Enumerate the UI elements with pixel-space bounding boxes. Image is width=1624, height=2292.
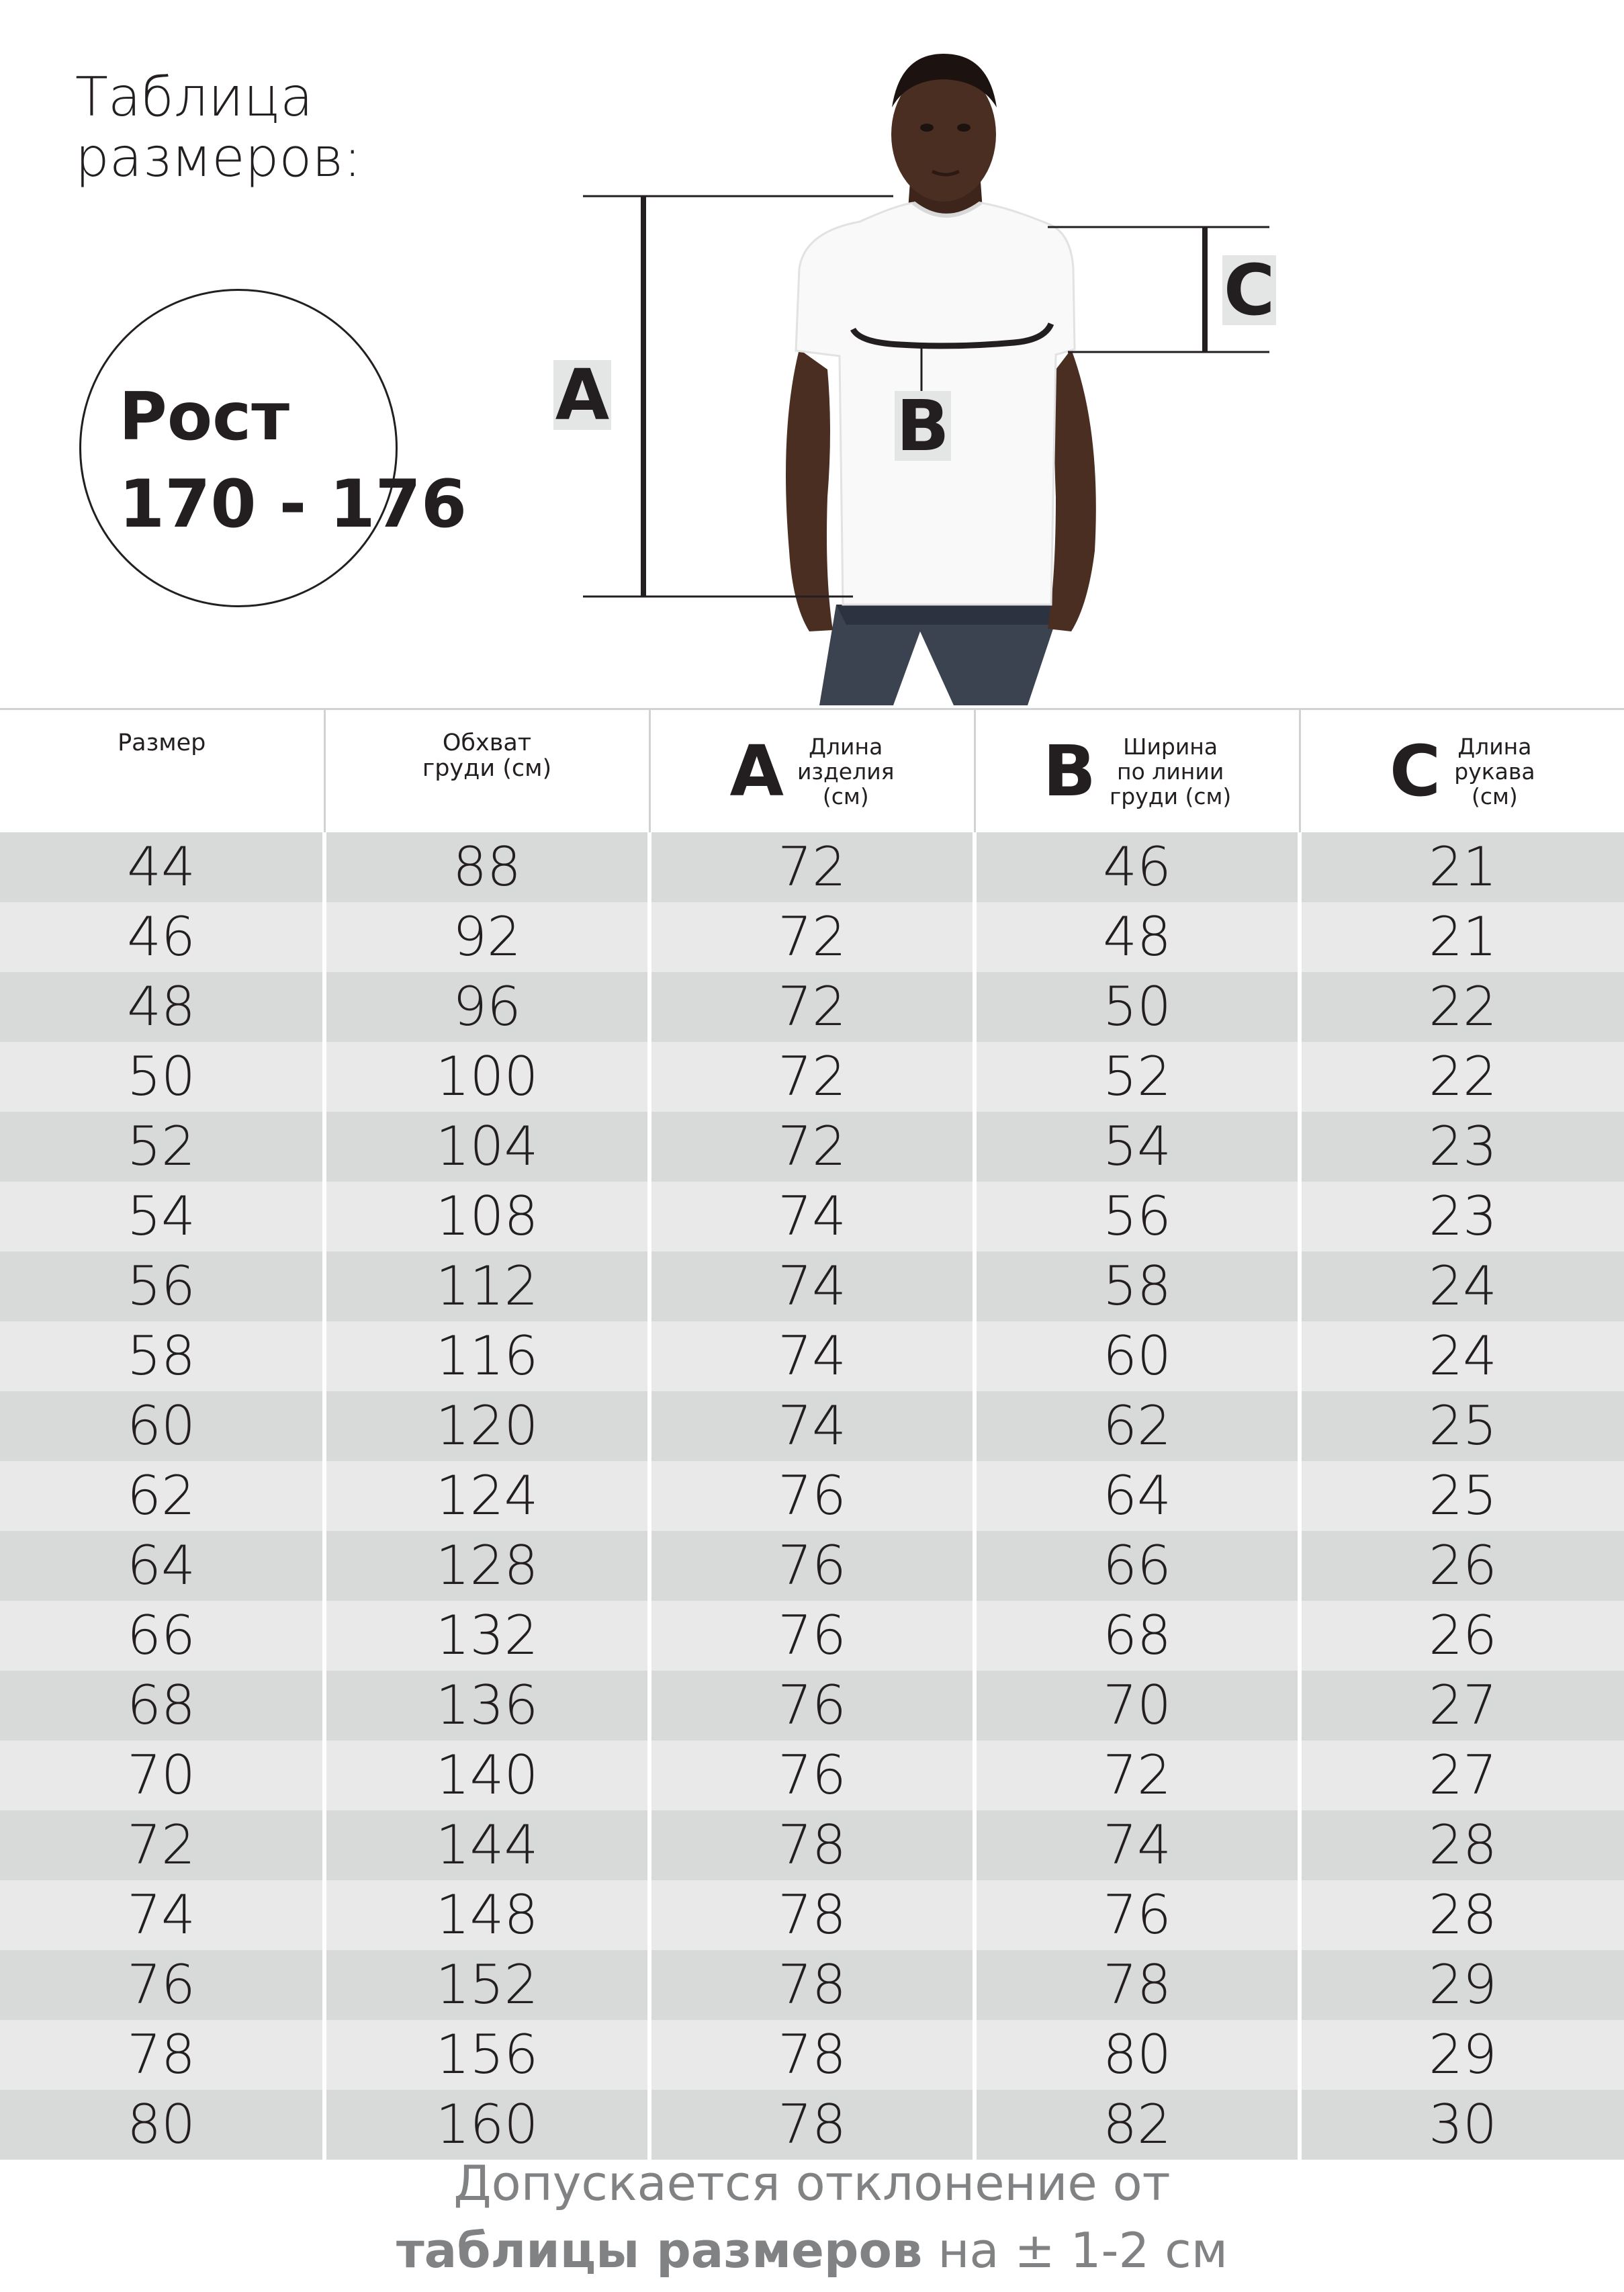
cell-sleeve: 25: [1300, 1391, 1624, 1461]
cell-length: 74: [649, 1391, 975, 1461]
table-row: [0, 1321, 1624, 1391]
cell-chest: 160: [324, 2090, 649, 2160]
cell-size: 52: [0, 1112, 324, 1182]
cell-size: 62: [0, 1461, 324, 1531]
table-row: [0, 1671, 1624, 1740]
table-row: [0, 902, 1624, 972]
table-row: [0, 1391, 1624, 1461]
page-title: [75, 67, 361, 188]
cell-width: 54: [975, 1112, 1300, 1182]
table-row: [0, 1251, 1624, 1321]
cell-chest: 136: [324, 1671, 649, 1740]
cell-sleeve: 24: [1300, 1251, 1624, 1321]
cell-width: 66: [975, 1531, 1300, 1601]
cell-width: 52: [975, 1042, 1300, 1112]
cell-sleeve: 25: [1300, 1461, 1624, 1531]
height-badge-label: Рост: [119, 379, 290, 455]
column-header-chest-line1: Обхват: [442, 730, 532, 756]
cell-chest: 112: [324, 1251, 649, 1321]
cell-width: 82: [975, 2090, 1300, 2160]
cell-size: 70: [0, 1740, 324, 1810]
cell-length: 72: [649, 832, 975, 902]
cell-width: 56: [975, 1182, 1300, 1251]
cell-chest: 108: [324, 1182, 649, 1251]
cell-sleeve: 29: [1300, 2020, 1624, 2090]
cell-size: 58: [0, 1321, 324, 1391]
cell-size: 60: [0, 1391, 324, 1461]
cell-length: 78: [649, 1810, 975, 1880]
cell-length: 76: [649, 1531, 975, 1601]
cell-sleeve: 23: [1300, 1182, 1624, 1251]
column-header-length-line3: (см): [822, 783, 869, 809]
cell-sleeve: 26: [1300, 1601, 1624, 1671]
cell-chest: 116: [324, 1321, 649, 1391]
table-row: [0, 1112, 1624, 1182]
table-row: [0, 1531, 1624, 1601]
page-title-line2: размеров:: [75, 126, 362, 189]
cell-chest: 124: [324, 1461, 649, 1531]
table-row: [0, 1601, 1624, 1671]
cell-sleeve: 27: [1300, 1671, 1624, 1740]
cell-size: 74: [0, 1880, 324, 1950]
table-row: [0, 1950, 1624, 2020]
table-row: [0, 2020, 1624, 2090]
cell-length: 78: [649, 2020, 975, 2090]
cell-width: 60: [975, 1321, 1300, 1391]
cell-chest: 104: [324, 1112, 649, 1182]
cell-size: 50: [0, 1042, 324, 1112]
cell-width: 46: [975, 832, 1300, 902]
table-header-row: [0, 709, 1624, 833]
cell-width: 58: [975, 1251, 1300, 1321]
cell-length: 74: [649, 1182, 975, 1251]
size-table-body: [0, 832, 1624, 2160]
column-header-length-line1: Длина: [809, 733, 883, 760]
cell-length: 78: [649, 1950, 975, 2020]
column-header-chest-line2: груди (см): [422, 755, 552, 782]
cell-chest: 148: [324, 1880, 649, 1950]
cell-size: 44: [0, 832, 324, 902]
cell-chest: 128: [324, 1531, 649, 1601]
cell-sleeve: 26: [1300, 1531, 1624, 1601]
cell-size: 54: [0, 1182, 324, 1251]
tolerance-note-bold: таблицы размеров: [396, 2222, 923, 2279]
cell-length: 72: [649, 972, 975, 1042]
column-header-length: [649, 709, 975, 833]
cell-sleeve: 30: [1300, 2090, 1624, 2160]
column-header-chest: [324, 709, 649, 833]
cell-sleeve: 29: [1300, 1950, 1624, 2020]
cell-sleeve: 23: [1300, 1112, 1624, 1182]
cell-width: 64: [975, 1461, 1300, 1531]
cell-length: 78: [649, 2090, 975, 2160]
cell-width: 68: [975, 1601, 1300, 1671]
cell-sleeve: 22: [1300, 972, 1624, 1042]
cell-length: 74: [649, 1251, 975, 1321]
cell-size: 72: [0, 1810, 324, 1880]
cell-width: 78: [975, 1950, 1300, 2020]
cell-length: 74: [649, 1321, 975, 1391]
table-row: [0, 1880, 1624, 1950]
column-header-size-text: Размер: [118, 730, 206, 756]
column-header-sleeve-line2: рукава: [1454, 758, 1535, 785]
cell-width: 70: [975, 1671, 1300, 1740]
column-header-sleeve-line1: Длина: [1457, 733, 1532, 760]
cell-size: 68: [0, 1671, 324, 1740]
table-row: [0, 1182, 1624, 1251]
cell-chest: 156: [324, 2020, 649, 2090]
table-row: [0, 1810, 1624, 1880]
column-header-width-line2: по линии: [1117, 758, 1224, 785]
dimension-c-label: C: [1223, 249, 1275, 331]
table-row: [0, 972, 1624, 1042]
column-header-length-line2: изделия: [797, 758, 895, 785]
cell-size: 48: [0, 972, 324, 1042]
column-header-width-line3: груди (см): [1109, 783, 1232, 809]
tolerance-note-line1: Допускается отклонение от: [453, 2155, 1171, 2211]
cell-sleeve: 21: [1300, 832, 1624, 902]
cell-length: 72: [649, 1112, 975, 1182]
cell-length: 76: [649, 1601, 975, 1671]
height-badge-value: 170 - 176: [119, 466, 467, 543]
cell-sleeve: 21: [1300, 902, 1624, 972]
column-header-sleeve-line3: (см): [1472, 783, 1518, 809]
cell-size: 76: [0, 1950, 324, 2020]
measurement-diagram: [555, 27, 1330, 705]
tolerance-note-rest: на ± 1-2 см: [922, 2222, 1228, 2279]
table-row: [0, 1042, 1624, 1112]
table-row: [0, 1740, 1624, 1810]
cell-sleeve: 28: [1300, 1810, 1624, 1880]
height-badge: [79, 289, 467, 607]
cell-sleeve: 28: [1300, 1880, 1624, 1950]
cell-width: 50: [975, 972, 1300, 1042]
cell-length: 76: [649, 1461, 975, 1531]
cell-length: 76: [649, 1671, 975, 1740]
cell-width: 48: [975, 902, 1300, 972]
cell-width: 62: [975, 1391, 1300, 1461]
cell-chest: 132: [324, 1601, 649, 1671]
cell-width: 72: [975, 1740, 1300, 1810]
cell-length: 72: [649, 902, 975, 972]
cell-chest: 140: [324, 1740, 649, 1810]
cell-size: 56: [0, 1251, 324, 1321]
cell-chest: 100: [324, 1042, 649, 1112]
model-illustration: [578, 27, 1330, 705]
cell-chest: 144: [324, 1810, 649, 1880]
cell-length: 72: [649, 1042, 975, 1112]
cell-chest: 120: [324, 1391, 649, 1461]
page-title-line1: Таблица: [75, 66, 314, 128]
size-table: [0, 708, 1624, 2160]
tolerance-note: [0, 2150, 1624, 2284]
cell-chest: 88: [324, 832, 649, 902]
dimension-a-label: A: [553, 360, 611, 430]
cell-chest: 92: [324, 902, 649, 972]
cell-width: 80: [975, 2020, 1300, 2090]
column-header-width: [975, 709, 1300, 833]
table-row: [0, 832, 1624, 902]
column-header-width-line1: Ширина: [1123, 733, 1218, 760]
column-header-sleeve-letter: C: [1389, 730, 1441, 812]
cell-chest: 152: [324, 1950, 649, 2020]
cell-sleeve: 24: [1300, 1321, 1624, 1391]
cell-width: 74: [975, 1810, 1300, 1880]
column-header-sleeve: [1300, 709, 1624, 833]
column-header-width-letter: B: [1042, 730, 1096, 812]
cell-size: 80: [0, 2090, 324, 2160]
column-header-length-letter: A: [729, 730, 784, 812]
cell-size: 66: [0, 1601, 324, 1671]
cell-chest: 96: [324, 972, 649, 1042]
cell-length: 78: [649, 1880, 975, 1950]
cell-sleeve: 22: [1300, 1042, 1624, 1112]
cell-size: 46: [0, 902, 324, 972]
cell-sleeve: 27: [1300, 1740, 1624, 1810]
tolerance-note-line2: [0, 2217, 1624, 2284]
column-header-size: [0, 709, 324, 833]
cell-size: 64: [0, 1531, 324, 1601]
cell-size: 78: [0, 2020, 324, 2090]
cell-length: 76: [649, 1740, 975, 1810]
cell-width: 76: [975, 1880, 1300, 1950]
dimension-b-label: B: [895, 391, 951, 461]
table-row: [0, 1461, 1624, 1531]
